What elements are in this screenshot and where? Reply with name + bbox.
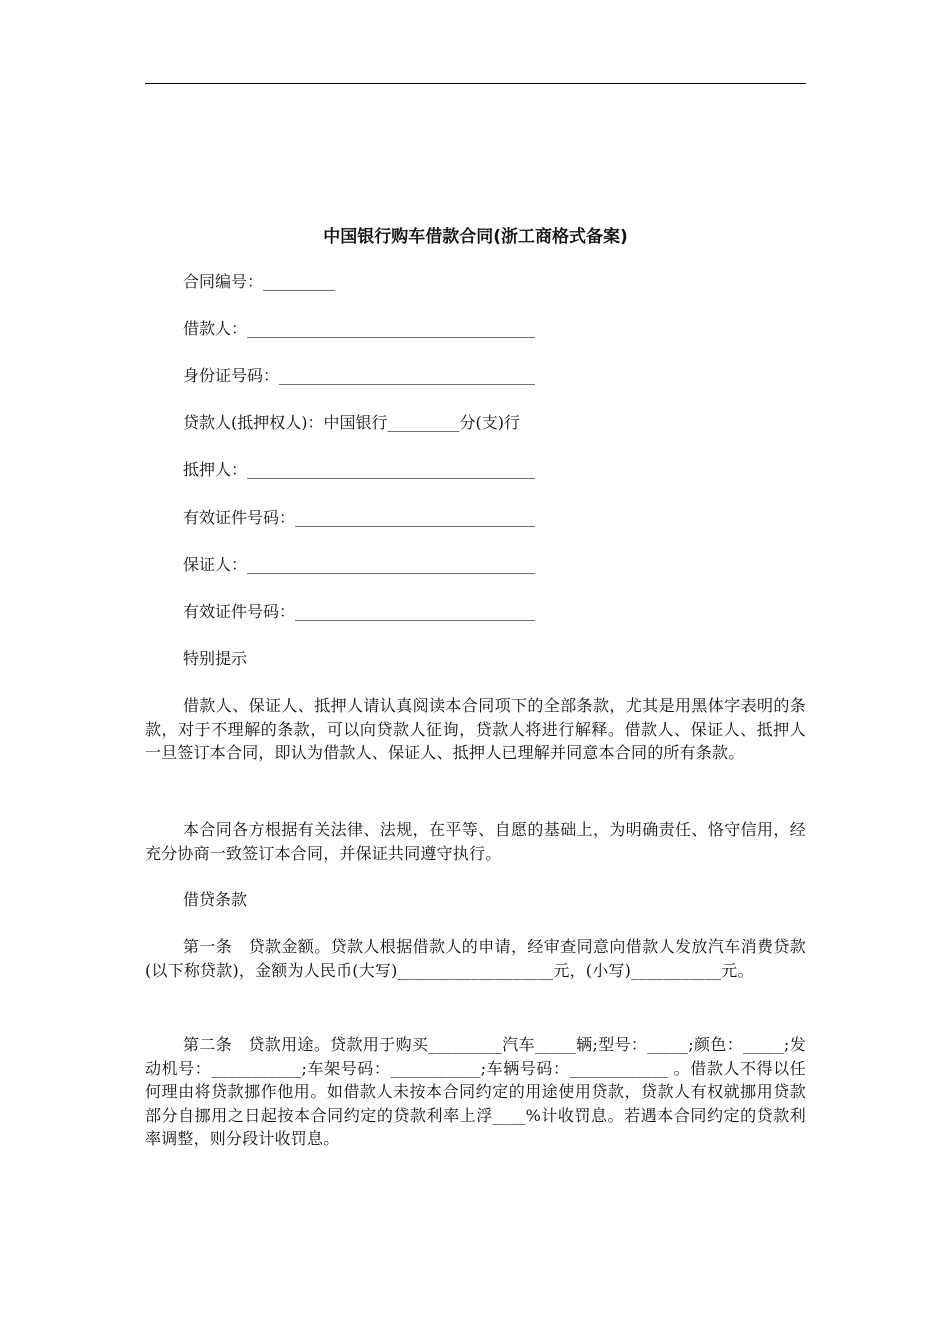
field-contract-number: 合同编号：_________ [183, 272, 336, 291]
field-id-number: 身份证号码：________________________________ [183, 366, 536, 385]
field-mortgagor-id: 有效证件号码：______________________________ [183, 508, 536, 527]
article-1 [145, 935, 806, 982]
field-guarantor: 保证人：____________________________________ [183, 555, 536, 574]
special-notice-text [145, 694, 806, 765]
header-rule [145, 83, 806, 84]
special-notice-heading: 特别提示 [183, 649, 248, 668]
article-1-paragraph: 第一条 贷款金额。贷款人根据借款人的申请，经审查同意向借款人发放汽车消费贷款(以下称贷款)，金额为人民币(大写)___________________元，(小写)___________元。 [145, 937, 806, 980]
special-notice-paragraph: 借款人、保证人、抵押人请认真阅读本合同项下的全部条款，尤其是用黑体字表明的条款，对于不理解的条款，可以向贷款人征询，贷款人将进行解释。借款人、保证人、抵押人一旦签订本合同，即认为借款人、保证人、抵押人已理解并同意本合同的所有条款。 [145, 696, 806, 762]
preamble-paragraph: 本合同各方根据有关法律、法规，在平等、自愿的基础上，为明确责任、恪守信用，经充分协商一致签订本合同，并保证共同遵守执行。 [145, 820, 806, 863]
document-title: 中国银行购车借款合同(浙工商格式备案) [323, 227, 628, 247]
loan-terms-heading: 借贷条款 [183, 890, 248, 909]
preamble [145, 818, 806, 865]
field-mortgagor: 抵押人：____________________________________ [183, 460, 536, 479]
field-guarantor-id: 有效证件号码：______________________________ [183, 602, 536, 621]
article-2-paragraph: 第二条 贷款用途。贷款用于购买_________汽车_____辆;型号：_____;颜色：_____;发动机号：___________;车架号码：___________;车辆号码：____________ 。借款人不得以任何理由将贷款挪作他用。如借款人未按本合同约定的用途使用贷款，贷款人有权就挪用贷款部分自挪用之日起按本合同约定的贷款利率上浮____%计收罚息。若遇本合同约定的贷款利率调整，则分段计收罚息。 [145, 1035, 806, 1148]
field-lender: 贷款人(抵押权人)：中国银行_________分(支)行 [183, 413, 520, 432]
article-2 [145, 1033, 806, 1151]
field-borrower: 借款人：____________________________________ [183, 319, 536, 338]
